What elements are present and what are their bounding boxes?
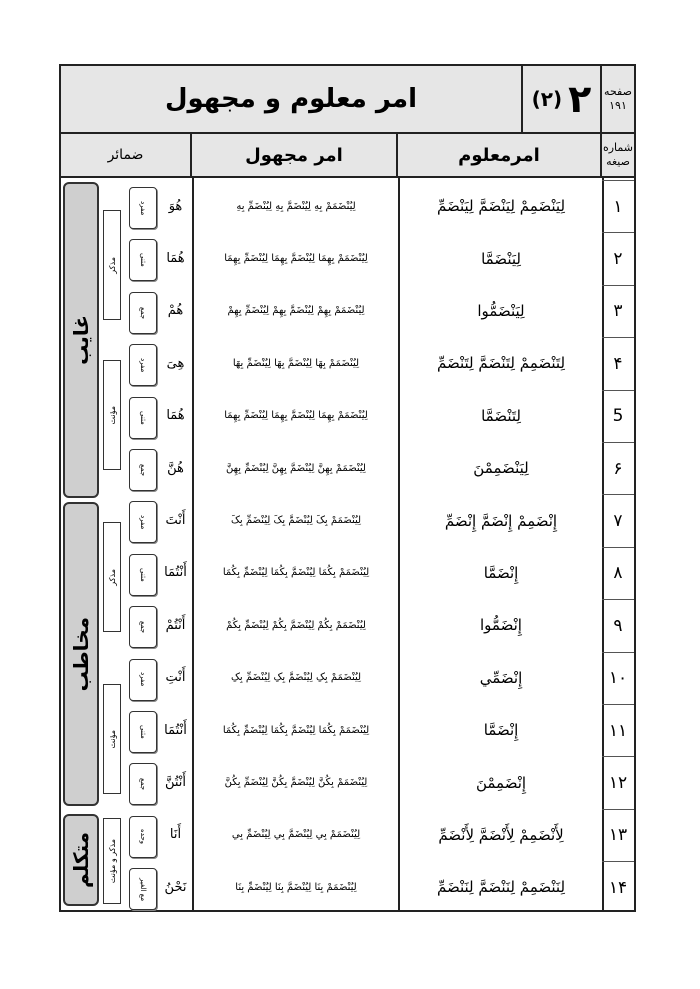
passive-form: لِیُنْضَمَمْ بِهِمَا لِیُنْضَمَّ بِهِمَا لِیُنْضَمِّ بِهِمَا	[224, 253, 368, 265]
number-tag: مثنی	[129, 239, 157, 281]
table-row	[61, 180, 634, 232]
table-row	[61, 809, 634, 861]
passive-form: لِیُنْضَمَمْ بِکُنَّ لِیُنْضَمَّ بِکُنَّ لِیُنْضَمِّ بِکُنَّ	[224, 777, 368, 789]
pronoun: هُنَّ	[167, 460, 184, 476]
number-tag: مثنی	[129, 711, 157, 753]
active-form: إِنْضَمِّي	[479, 668, 523, 687]
form-number-column-header	[602, 134, 634, 176]
form-number: 5	[602, 390, 634, 442]
form-number: ۱۳	[602, 809, 634, 861]
gender-label: مذکر	[107, 568, 117, 586]
pronoun: هُمَا	[166, 408, 185, 424]
group-mukhatab-label: مخاطب	[69, 616, 93, 692]
active-form: لِنَنْضَمِمْ لِنَنْضَمَّ لِنَنْضَمِّ	[436, 878, 566, 897]
group-ghaib-label: غایب	[69, 315, 93, 365]
gender-label: مؤنث	[107, 405, 117, 425]
active-form: لِیَنْضَمُّوا	[477, 301, 525, 320]
passive-form: لِیُنْضَمَمْ بِکُمَا لِیُنْضَمَّ بِکُمَا لِیُنْضَمِّ بِکُمَا	[222, 567, 370, 579]
page-title: امر معلوم و مجهول	[61, 66, 523, 132]
number-tag: جمع	[129, 449, 157, 491]
conjugation-table	[59, 64, 636, 912]
number-tag: مفرد	[129, 501, 157, 543]
pronoun: أَنْتُمَا	[164, 722, 187, 738]
pronoun: أَنْتُمَا	[164, 565, 187, 581]
form-number: ۳	[602, 285, 634, 337]
table-row	[61, 442, 634, 494]
passive-form: لِیُنْضَمَمْ بِهِمَا لِیُنْضَمَّ بِهِمَا لِیُنْضَمِّ بِهِمَا	[224, 410, 368, 422]
table-header	[61, 66, 634, 134]
active-form: لِیَنْضَمَّا	[481, 249, 521, 268]
active-form: لِأَنْضَمِمْ لِأَنْضَمَّ لِأَنْضَمِّ	[438, 825, 564, 844]
lesson-number	[523, 66, 602, 132]
form-number: ۴	[602, 337, 634, 389]
lesson-main-number: ۲	[568, 77, 592, 121]
pronoun: هِیَ	[166, 355, 185, 371]
gender-label: مذکر و مؤنث	[107, 838, 117, 884]
active-form: إِنْضَمَّا	[483, 563, 519, 582]
table-row	[61, 704, 634, 756]
group-mutakallim-label: متکلم	[69, 831, 93, 889]
table-row	[61, 861, 634, 913]
pronoun: أَنْتُنَّ	[164, 775, 187, 791]
form-number: ۱۴	[602, 861, 634, 913]
active-form: إِنْضَمِمْنَ	[475, 773, 527, 792]
passive-form: لِیُنْضَمَمْ بِکُمْ لِیُنْضَمَّ بِکُمْ لِیُنْضَمِّ بِکُمْ	[226, 619, 366, 631]
active-form: إِنْضَمَّا	[483, 721, 519, 740]
form-number: ۹	[602, 599, 634, 651]
active-form: لِیَنْضَمِمْنَ	[473, 459, 529, 478]
number-tag: مثنی	[129, 554, 157, 596]
column-header-row	[61, 134, 634, 178]
form-number: ۸	[602, 547, 634, 599]
form-number: ۲	[602, 232, 634, 284]
pronoun: هُمَا	[166, 251, 185, 267]
page-number-box	[602, 66, 634, 132]
pronoun: هُوَ	[168, 198, 183, 214]
number-tag: جمع	[129, 763, 157, 805]
passive-form: لِیُنْضَمَمْ بِکَ لِیُنْضَمَّ بِکَ لِیُنْضَمِّ بِکَ	[230, 515, 362, 527]
active-form: إِنْضَمِمْ إِنْضَمَّ إِنْضَمِّ	[444, 511, 558, 530]
number-tag: مفرد	[129, 344, 157, 386]
form-number: ۱۰	[602, 652, 634, 704]
passive-form: لِیُنْضَمَمْ بِهِنَّ لِیُنْضَمَّ بِهِنَّ لِیُنْضَمِّ بِهِنَّ	[226, 462, 366, 474]
active-form: إِنْضَمُّوا	[480, 616, 522, 635]
form-number: ۱	[602, 180, 634, 232]
table-row	[61, 494, 634, 546]
table-row	[61, 599, 634, 651]
pronoun: أَنْتَ	[165, 513, 186, 529]
active-form: لِیَنْضَمِمْ لِیَنْضَمَّ لِیَنْضَمِّ	[436, 197, 566, 216]
form-number: ۱۲	[602, 756, 634, 808]
number-tag: مفرد	[129, 187, 157, 229]
gender-label: مذکر	[107, 256, 117, 274]
passive-form: لِیُنْضَمَمْ بِهَا لِیُنْضَمَّ بِهَا لِیُنْضَمِّ بِهَا	[232, 357, 360, 369]
pronoun: هُمْ	[167, 303, 184, 319]
passive-form: لِیُنْضَمَمْ بِهِ لِیُنْضَمَّ بِهِ لِیُنْضَمِّ بِهِ	[236, 200, 356, 212]
table-row	[61, 232, 634, 284]
page-label: صفحه	[604, 85, 632, 98]
number-tag: وحده	[129, 816, 157, 858]
number-tag: مع الغیر	[129, 868, 157, 910]
form-number: ۷	[602, 494, 634, 546]
number-tag: جمع	[129, 606, 157, 648]
pronouns-column-header: ضمائر	[61, 134, 192, 176]
table-row	[61, 547, 634, 599]
form-number: ۶	[602, 442, 634, 494]
pronoun: أَنْتِ	[165, 670, 186, 686]
table-row	[61, 337, 634, 389]
page-number: ۱۹۱	[609, 99, 627, 112]
form-number: ۱۱	[602, 704, 634, 756]
passive-form: لِیُنْضَمَمْ بِکِ لِیُنْضَمَّ بِکِ لِیُنْضَمِّ بِکِ	[230, 672, 362, 684]
passive-form: لِیُنْضَمَمْ بِکُمَا لِیُنْضَمَّ بِکُمَا لِیُنْضَمِّ بِکُمَا	[222, 724, 370, 736]
table-row	[61, 285, 634, 337]
number-tag: مثنی	[129, 397, 157, 439]
passive-form: لِیُنْضَمَمْ بِهِمْ لِیُنْضَمَّ بِهِمْ لِیُنْضَمِّ بِهِمْ	[227, 305, 365, 317]
pronoun: أَنَا	[169, 827, 182, 843]
active-column-header: امرمعلوم	[398, 134, 602, 176]
pronoun: نَحْنُ	[164, 879, 187, 895]
number-tag: مفرد	[129, 659, 157, 701]
active-form: لِتَنْضَمَّا	[481, 406, 521, 425]
passive-form: لِیُنْضَمَمْ بِنَا لِیُنْضَمَّ بِنَا لِیُنْضَمِّ بِنَا	[235, 881, 357, 893]
passive-form: لِیُنْضَمَمْ بِي لِیُنْضَمَّ بِي لِیُنْضَمِّ بِي	[231, 829, 361, 841]
passive-column-header: امر مجهول	[192, 134, 398, 176]
table-row	[61, 756, 634, 808]
number-tag: جمع	[129, 292, 157, 334]
active-form: لِتَنْضَمِمْ لِتَنْضَمَّ لِتَنْضَمِّ	[436, 354, 566, 373]
form-number-label-2: صیغه	[606, 155, 630, 168]
table-row	[61, 390, 634, 442]
gender-label: مؤنث	[107, 729, 117, 749]
table-row	[61, 652, 634, 704]
pronoun: أَنْتُمْ	[165, 617, 186, 633]
lesson-sub-number: (۲)	[531, 87, 563, 111]
form-number-label-1: شماره	[602, 141, 633, 154]
